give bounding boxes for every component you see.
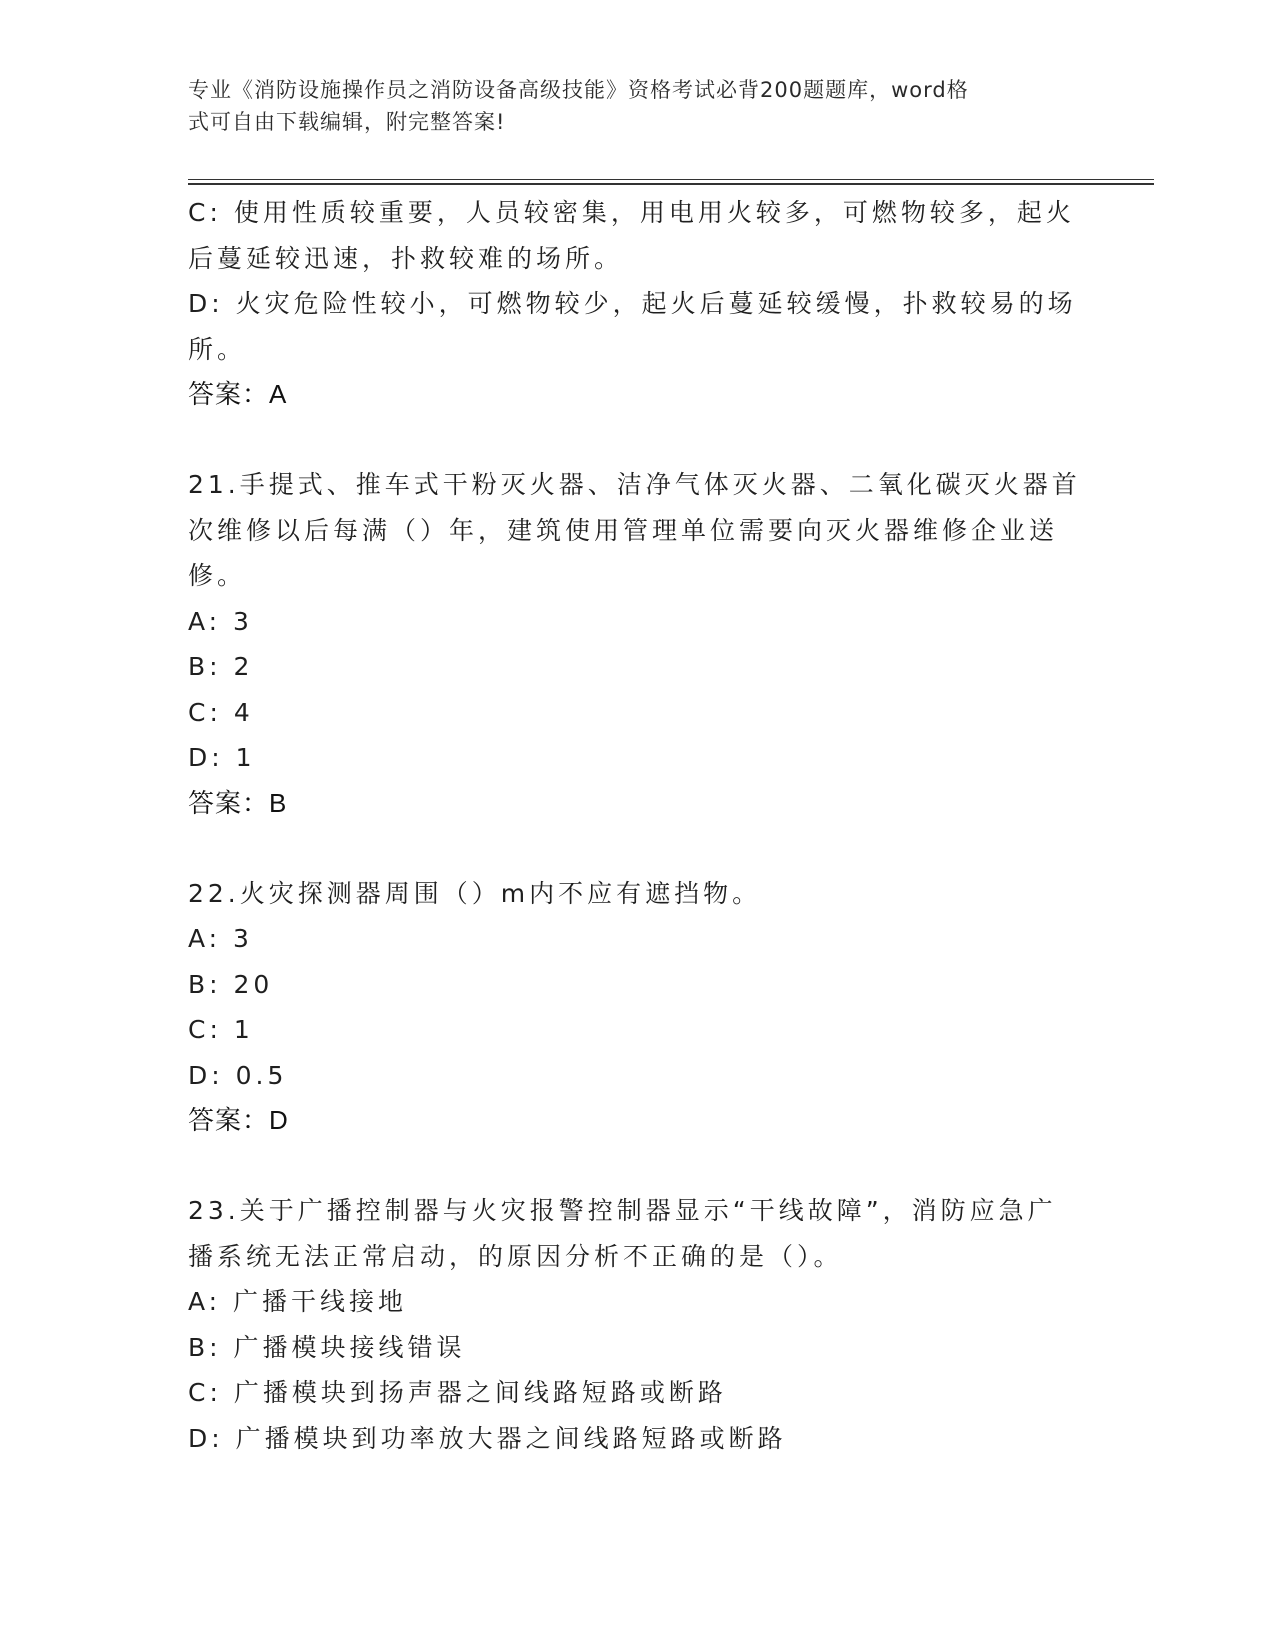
option-a: A: 广播干线接地 (188, 1287, 408, 1316)
question-text-line-1: 22.火灾探测器周围（）m内不应有遮挡物。 (188, 878, 762, 908)
question-22 (188, 871, 1088, 1144)
question-text-line-2: 播系统无法正常启动，的原因分析不正确的是（）。 (188, 1241, 843, 1271)
question-text-line-1: 23.关于广播控制器与火灾报警控制器显示“干线故障”，消防应急广 (188, 1196, 1057, 1225)
option-c: C: 1 (188, 1015, 254, 1044)
option-d: D: 0.5 (188, 1060, 288, 1090)
question-21 (188, 462, 1088, 826)
answer-22: 答案：D (188, 1105, 289, 1135)
question-list (188, 190, 1088, 1461)
spacer (188, 1143, 1088, 1188)
header-line-1: 专业《消防设施操作员之消防设备高级技能》资格考试必背200题题库，word格 (188, 78, 969, 102)
option-c-line-1: C: 使用性质较重要，人员较密集，用电用火较多，可燃物较多，起火 (188, 198, 1075, 227)
option-d: D: 1 (188, 743, 256, 772)
option-c-line-2: 后蔓延较迅速，扑救较难的场所。 (188, 243, 624, 273)
answer-21: 答案：B (188, 787, 288, 818)
option-b: B: 广播模块接线错误 (188, 1332, 466, 1362)
question-23 (188, 1188, 1088, 1461)
question-20-tail (188, 190, 1088, 417)
option-c: C: 4 (188, 697, 254, 727)
question-text-line-3: 修。 (188, 561, 247, 590)
header-line-2: 式可自由下载编辑，附完整答案! (188, 110, 506, 134)
document-header (188, 74, 1068, 138)
spacer (188, 826, 1088, 871)
option-a: A: 3 (188, 606, 253, 636)
question-text-line-2: 次维修以后每满（）年，建筑使用管理单位需要向灭火器维修企业送 (188, 515, 1059, 545)
header-divider-thin (188, 179, 1154, 180)
option-b: B: 20 (188, 969, 274, 999)
header-divider-thick (188, 183, 1154, 185)
answer-20: 答案：A (188, 379, 288, 409)
option-d-line-1: D: 火灾危险性较小，可燃物较少，起火后蔓延较缓慢，扑救较易的场 (188, 289, 1077, 318)
option-c: C: 广播模块到扬声器之间线路短路或断路 (188, 1378, 727, 1407)
option-d-line-2: 所。 (188, 334, 247, 364)
option-b: B: 2 (188, 652, 254, 681)
option-a: A: 3 (188, 924, 253, 953)
option-d: D: 广播模块到功率放大器之间线路短路或断路 (188, 1423, 787, 1453)
question-text-line-1: 21.手提式、推车式干粉灭火器、洁净气体灭火器、二氧化碳灭火器首 (188, 470, 1081, 499)
spacer (188, 417, 1088, 462)
